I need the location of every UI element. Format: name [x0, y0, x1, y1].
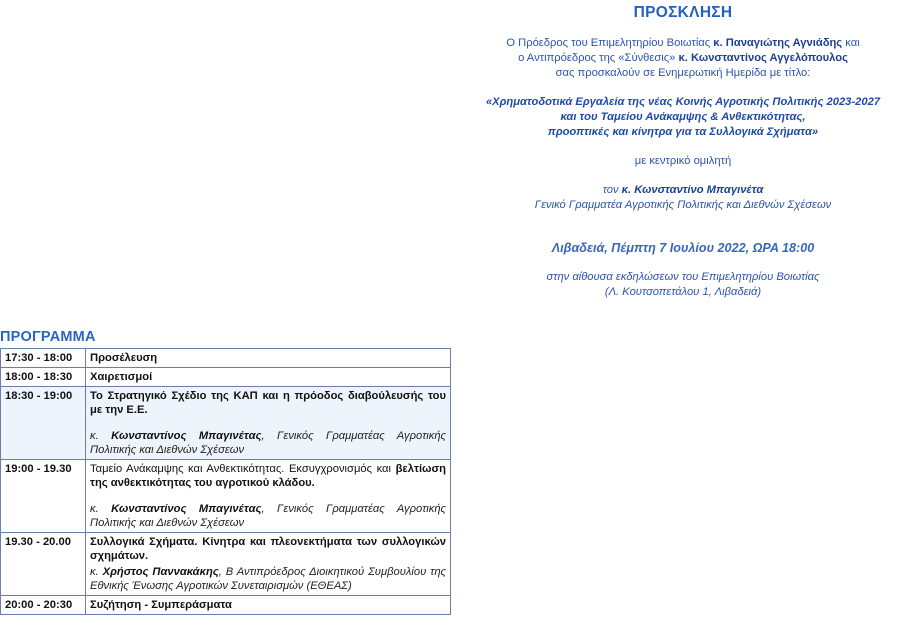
event-title-line-3: προοπτικές και κίνητρα για τα Συλλογικά Σχήματα» — [547, 126, 819, 138]
venue-line-2: (Λ. Κουτσοπετάλου 1, Λιβαδειά) — [604, 286, 762, 298]
table-row — [1, 387, 451, 460]
keynote-name-line — [440, 183, 903, 198]
row-time: 20:00 - 20:30 — [1, 596, 86, 615]
invitation-intro — [440, 36, 903, 81]
row-topic-plain: Ταμείο Ανάκαμψης και Ανθεκτικότητας. Εκσυγχρονισμός και — [90, 463, 396, 475]
intro-line-1-text: Ο Πρόεδρος του Επιμελητηρίου Βοιωτίας — [506, 37, 714, 49]
event-datetime: Λιβαδειά, Πέμπτη 7 Ιουλίου 2022, ΩΡΑ 18:00 — [551, 241, 815, 255]
row-topic: Χαιρετισμοί — [86, 368, 451, 387]
president-name: κ. Παναγιώτης Αγνιάδης — [713, 37, 843, 49]
table-row — [1, 533, 451, 596]
intro-line-1 — [440, 36, 903, 51]
keynote-name: κ. Κωνσταντίνο Μπαγινέτα — [621, 184, 764, 196]
table-row — [1, 368, 451, 387]
row-topic: Το Στρατηγικό Σχέδιο της ΚΑΠ και η πρόοδος διαβούλευσής του με την Ε.Ε. — [90, 390, 446, 416]
table-row — [1, 596, 451, 615]
program-table — [0, 348, 451, 615]
speaker-prefix: κ. — [90, 430, 112, 442]
row-topic: Συλλογικά Σχήματα. Κίνητρα και πλεονεκτήματα των συλλογικών σχημάτων. — [90, 536, 446, 562]
keynote-intro: με κεντρικό ομιλητή — [634, 155, 732, 167]
row-topic-bold: βελτίωση της ανθεκτικότητας του αγροτικού κλάδου. — [90, 463, 446, 489]
program-heading: ΠΡΟΓΡΑΜΜΑ — [0, 329, 96, 345]
vice-president-name: κ. Κωνσταντίνος Αγγελόπουλος — [678, 52, 848, 64]
intro-line-1-tail: και — [842, 37, 860, 49]
invitation-block — [440, 0, 903, 300]
table-row — [1, 460, 451, 533]
row-topic — [90, 462, 446, 490]
invitation-title: ΠΡΟΣΚΛΗΣΗ — [633, 4, 733, 21]
row-time: 18:00 - 18:30 — [1, 368, 86, 387]
event-title-line-1: «Χρηματοδοτικά Εργαλεία της νέας Κοινής Αγροτικής Πολιτικής 2023-2027 — [485, 96, 881, 108]
intro-line-2 — [440, 51, 903, 66]
row-topic: Συζήτηση - Συμπεράσματα — [86, 596, 451, 615]
keynote-prefix: τον — [602, 184, 622, 196]
speaker-role: , Γενικός Γραμματέας Αγροτικής Πολιτικής και Διεθνών Σχέσεων — [90, 503, 446, 529]
row-time: 19.30 - 20.00 — [1, 533, 86, 596]
event-venue — [440, 270, 903, 300]
table-row — [1, 349, 451, 368]
row-description — [86, 460, 451, 533]
speaker-prefix: κ. — [90, 503, 112, 515]
keynote-role: Γενικό Γραμματέα Αγροτικής Πολιτικής και Διεθνών Σχέσεων — [534, 199, 832, 211]
speaker-role: , Γενικός Γραμματέας Αγροτικής Πολιτικής και Διεθνών Σχέσεων — [90, 430, 446, 456]
venue-line-1: στην αίθουσα εκδηλώσεων του Επιμελητηρίου Βοιωτίας — [546, 271, 820, 283]
row-speaker — [90, 429, 446, 457]
intro-line-3: σας προσκαλούν σε Ενημερωτική Ημερίδα με τίτλο: — [555, 67, 811, 79]
speaker-name: Κωνσταντίνος Μπαγινέτας — [111, 503, 262, 515]
row-description — [86, 533, 451, 596]
row-speaker — [90, 502, 446, 530]
row-time: 17:30 - 18:00 — [1, 349, 86, 368]
row-description — [86, 387, 451, 460]
row-speaker — [90, 565, 446, 593]
event-title — [440, 95, 903, 140]
speaker-prefix: κ. — [90, 566, 103, 578]
speaker-role: , Β Αντιπρόεδρος Διοικητικού Συμβουλίου της Εθνικής Ένωσης Αγροτικών Συνεταιρισμών (ΕΘΕΑΣ) — [90, 566, 446, 592]
speaker-name: Κωνσταντίνος Μπαγινέτας — [111, 430, 262, 442]
speaker-name: Χρήστος Παννακάκης — [102, 566, 219, 578]
keynote-speaker — [440, 183, 903, 213]
row-time: 18:30 - 19:00 — [1, 387, 86, 460]
intro-line-2-text: ο Αντιπρόεδρος της «Σύνθεσις» — [518, 52, 679, 64]
row-time: 19:00 - 19.30 — [1, 460, 86, 533]
row-topic: Προσέλευση — [86, 349, 451, 368]
event-title-line-2: και του Ταμείου Ανάκαμψης & Ανθεκτικότητας, — [560, 111, 806, 123]
